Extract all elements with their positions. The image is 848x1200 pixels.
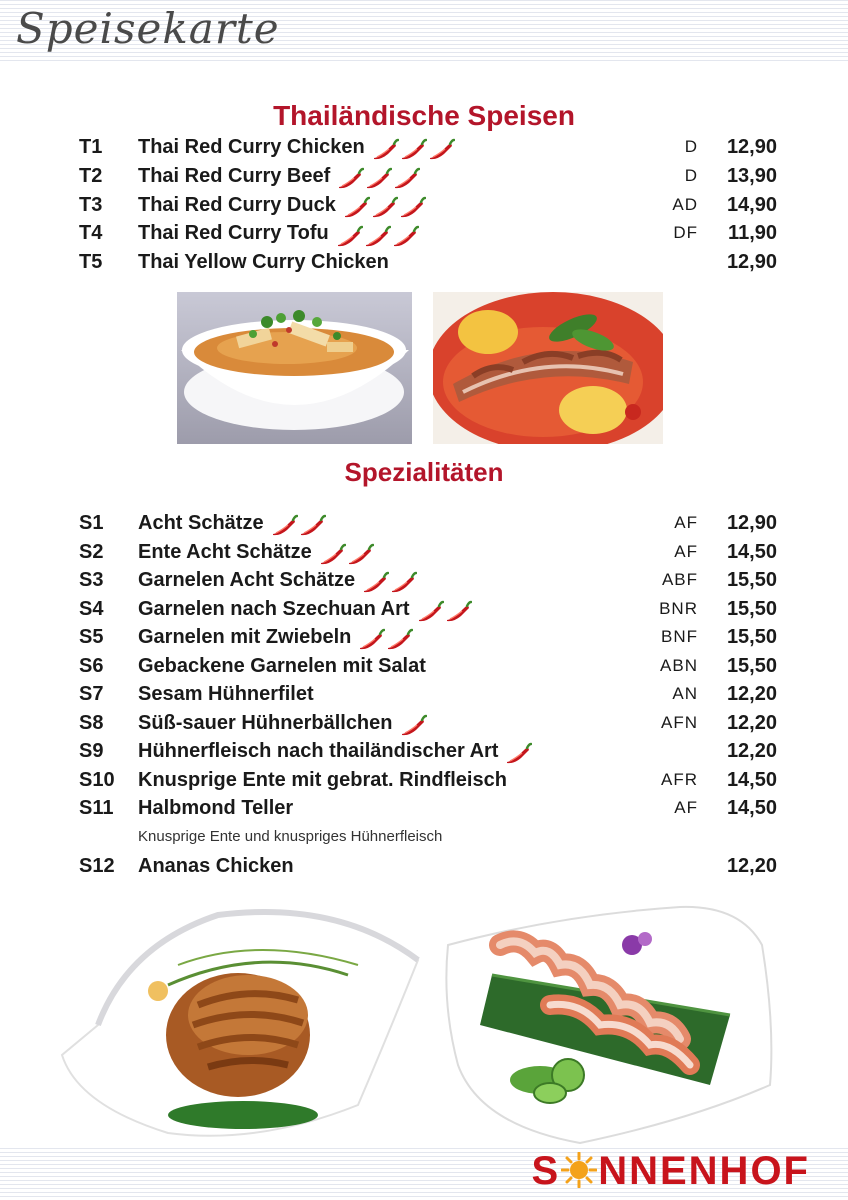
menu-item	[0, 162, 848, 190]
menu-item	[0, 248, 848, 276]
menu-item-name-text: Garnelen nach Szechuan Art	[138, 597, 410, 620]
menu-item-name	[138, 509, 326, 537]
menu-item-code: S1	[79, 512, 104, 534]
chili-icon	[391, 225, 419, 247]
chili-spiciness-icons	[335, 222, 419, 246]
shrimp-skewers-plate-photo	[440, 905, 780, 1145]
s11-description: Knusprige Ente und knuspriges Hühnerfleisch	[138, 828, 443, 845]
menu-item-price: 12,20	[726, 711, 777, 734]
menu-item-allergens: AD	[672, 194, 698, 214]
menu-item-allergens: DF	[673, 223, 698, 243]
menu-item-code: T2	[79, 164, 103, 187]
menu-item-name-text: Acht Schätze	[138, 512, 264, 534]
menu-item-name	[138, 566, 417, 594]
menu-item-name	[138, 595, 472, 623]
menu-item-name-text: Ente Acht Schätze	[138, 540, 312, 563]
menu-item-name	[138, 680, 314, 708]
chili-icon	[399, 714, 427, 736]
menu-item-price: 12,20	[726, 740, 777, 762]
menu-item-allergens: D	[684, 165, 698, 185]
menu-item-allergens: AFN	[661, 712, 698, 732]
menu-item	[0, 794, 848, 822]
yellow-curry-bowl-photo	[177, 292, 412, 444]
menu-item-code: S4	[79, 597, 104, 620]
menu-item-name-text: Thai Yellow Curry Chicken	[138, 251, 389, 274]
menu-item-allergens: ABN	[660, 655, 698, 675]
menu-item-name-text: Hühnerfleisch nach thailändischer Art	[138, 740, 499, 762]
page-title: Speisekarte	[16, 4, 280, 53]
menu-item-name-text: Süß-sauer Hühnerbällchen	[138, 711, 393, 734]
menu-item-price: 14,50	[726, 768, 777, 791]
menu-item-allergens: ABF	[661, 570, 698, 589]
menu-item-price: 12,90	[726, 136, 777, 158]
chili-icon	[385, 629, 413, 651]
chili-icon	[346, 543, 374, 565]
menu-item-code: T4	[79, 222, 103, 245]
menu-item-name-text: Thai Red Curry Chicken	[138, 136, 365, 158]
chili-icon	[399, 139, 427, 161]
menu-item-code: S10	[79, 768, 115, 791]
chili-spiciness-icons	[357, 626, 413, 650]
menu-item-name	[138, 794, 293, 822]
menu-item-price: 15,50	[726, 597, 777, 620]
section-title-thai: Thailändische Speisen	[273, 100, 575, 131]
menu-item-name-text: Thai Red Curry Duck	[138, 193, 336, 216]
chili-icon	[363, 225, 391, 247]
menu-item-name-text: Ananas Chicken	[138, 854, 294, 877]
chili-icon	[364, 168, 392, 190]
chili-icon	[335, 225, 363, 247]
sonnenhof-logo	[532, 1148, 810, 1194]
logo-rest: NNENHOF	[598, 1149, 810, 1193]
menu-item-name	[138, 538, 374, 566]
menu-item	[0, 133, 848, 161]
menu-item-name-text: Knusprige Ente mit gebrat. Rindfleisch	[138, 768, 507, 791]
menu-item-name-text: Garnelen mit Zwiebeln	[138, 626, 352, 648]
menu-item-code: S6	[79, 654, 104, 677]
menu-item-name	[138, 766, 507, 794]
menu-item-name	[138, 652, 426, 680]
menu-item-code: S11	[79, 797, 114, 819]
menu-item-name-text: Garnelen Acht Schätze	[138, 569, 356, 591]
menu-item-name	[138, 248, 389, 276]
menu-item-allergens: BNF	[661, 627, 698, 646]
menu-item-name-text: Thai Red Curry Tofu	[138, 222, 329, 245]
menu-item-code: S2	[79, 540, 104, 563]
menu-item-name	[138, 852, 294, 880]
menu-item-price: 14,50	[726, 797, 777, 819]
chili-icon	[427, 139, 455, 161]
menu-item-code: S5	[79, 626, 104, 648]
chili-icon	[361, 572, 389, 594]
chili-icon	[371, 139, 399, 161]
crispy-duck-plate-photo	[58, 905, 430, 1140]
chili-spiciness-icons	[318, 540, 374, 564]
menu-item-name-text: Sesam Hühnerfilet	[138, 683, 314, 705]
menu-item-price: 14,90	[726, 193, 777, 216]
menu-item-code: S12	[79, 854, 115, 877]
menu-item-code: S8	[79, 711, 104, 734]
menu-item-name	[138, 162, 420, 190]
menu-item-code: S9	[79, 740, 104, 762]
menu-item-price: 12,90	[726, 512, 777, 534]
menu-item-price: 15,50	[726, 569, 777, 591]
menu-item	[0, 652, 848, 680]
menu-item	[0, 509, 848, 537]
chili-icon	[298, 515, 326, 537]
menu-item	[0, 852, 848, 880]
menu-item-name	[138, 133, 455, 161]
chili-icon	[342, 196, 370, 218]
menu-item	[0, 219, 848, 247]
chili-spiciness-icons	[361, 569, 417, 593]
menu-item-name-text: Thai Red Curry Beef	[138, 164, 331, 187]
logo-letter-s: S	[531, 1149, 561, 1193]
menu-item-allergens: AN	[672, 684, 698, 703]
menu-item-price: 12,20	[726, 683, 777, 705]
chili-spiciness-icons	[336, 165, 420, 189]
red-curry-duck-photo	[433, 292, 663, 444]
chili-icon	[398, 196, 426, 218]
menu-item	[0, 680, 848, 708]
menu-item-price: 13,90	[726, 164, 777, 187]
menu-item	[0, 766, 848, 794]
menu-item-name-text: Gebackene Garnelen mit Salat	[138, 654, 426, 677]
menu-item	[0, 566, 848, 594]
chili-spiciness-icons	[371, 136, 455, 160]
sun-icon	[561, 1152, 597, 1188]
chili-icon	[318, 543, 346, 565]
menu-item-code: T5	[79, 251, 103, 274]
menu-item-name	[138, 219, 419, 247]
chili-spiciness-icons	[416, 597, 472, 621]
chili-spiciness-icons	[342, 193, 426, 217]
chili-icon	[270, 515, 298, 537]
chili-spiciness-icons	[504, 740, 532, 764]
chili-icon	[370, 196, 398, 218]
menu-item-allergens: BNR	[659, 598, 698, 618]
menu-item	[0, 191, 848, 219]
chili-icon	[336, 168, 364, 190]
chili-spiciness-icons	[399, 711, 427, 735]
menu-item-code: S3	[79, 569, 104, 591]
menu-item-price: 12,90	[726, 251, 777, 274]
menu-item-allergens: AF	[674, 798, 698, 817]
chili-icon	[504, 743, 532, 765]
menu-item-price: 12,20	[726, 854, 777, 877]
menu-item-name	[138, 191, 426, 219]
menu-item	[0, 623, 848, 651]
menu-item-allergens: AFR	[661, 769, 698, 789]
menu-item-price: 15,50	[726, 626, 777, 648]
menu-item-price: 14,50	[726, 540, 777, 563]
chili-icon	[392, 168, 420, 190]
chili-icon	[444, 600, 472, 622]
menu-item	[0, 595, 848, 623]
menu-item-name-text: Halbmond Teller	[138, 797, 294, 819]
menu-item	[0, 538, 848, 566]
menu-item	[0, 737, 848, 765]
menu-item-code: T3	[79, 193, 103, 216]
menu-item-name	[138, 623, 413, 651]
menu-item-allergens: D	[684, 137, 698, 156]
chili-icon	[389, 572, 417, 594]
chili-icon	[357, 629, 385, 651]
menu-item-code: S7	[79, 683, 104, 705]
menu-item-allergens: AF	[674, 513, 698, 532]
menu-item-name	[138, 737, 532, 765]
menu-item	[0, 709, 848, 737]
menu-item-code: T1	[79, 136, 103, 158]
chili-spiciness-icons	[270, 512, 326, 536]
menu-item-price: 11,90	[728, 222, 777, 245]
menu-item-name	[138, 709, 427, 737]
menu-item-allergens: AF	[674, 541, 698, 561]
menu-item-price: 15,50	[726, 654, 777, 677]
section-title-specials: Spezialitäten	[344, 457, 504, 487]
chili-icon	[416, 600, 444, 622]
